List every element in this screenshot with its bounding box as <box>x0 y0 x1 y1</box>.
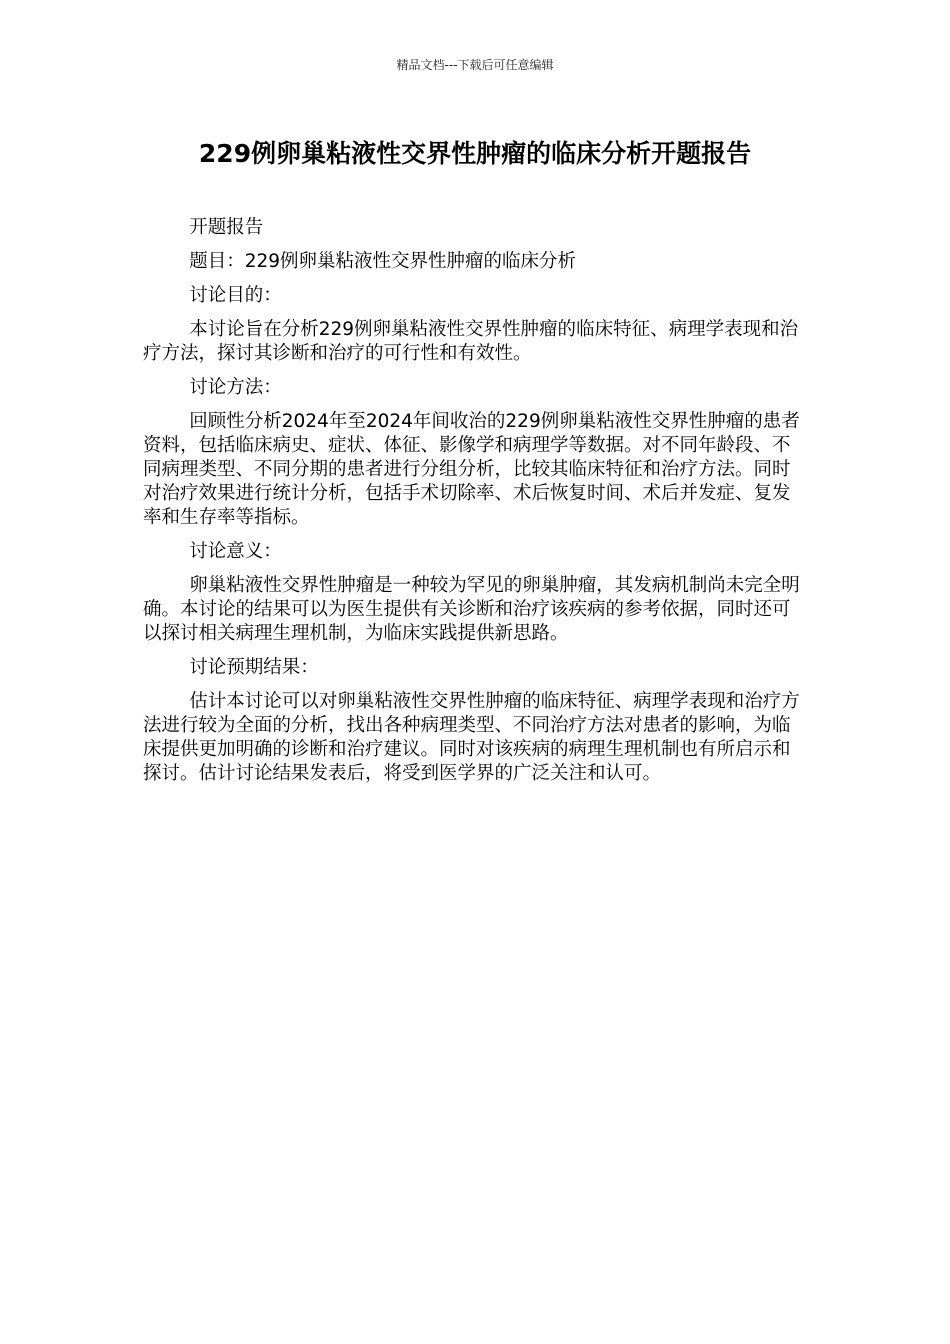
page-header: 精品文档---下载后可任意编辑 <box>396 58 554 72</box>
heading-methods: 讨论方法： <box>189 377 282 398</box>
paragraph-topic: 题目：229例卵巢粘液性交界性肿瘤的临床分析 <box>189 251 577 272</box>
paragraph-purpose: 本讨论旨在分析229例卵巢粘液性交界性肿瘤的临床特征、病理学表现和治疗方法，探讨其诊断和治疗的可行性和有效性。 <box>143 319 799 364</box>
paragraph-significance: 卵巢粘液性交界性肿瘤是一种较为罕见的卵巢肿瘤，其发病机制尚未完全明确。本讨论的结果可以为医生提供有关诊断和治疗该疾病的参考依据，同时还可以探讨相关病理生理机制，为临床实践提供新思路。 <box>143 575 800 644</box>
heading-significance: 讨论意义： <box>189 541 282 562</box>
paragraph-expected-results: 估计本讨论可以对卵巢粘液性交界性肿瘤的临床特征、病理学表现和治疗方法进行较为全面的分析，找出各种病理类型、不同治疗方法对患者的影响，为临床提供更加明确的诊断和治疗建议。同时对该疾病的病理生理机制也有所启示和探讨。估计讨论结果发表后，将受到医学界的广泛关注和认可。 <box>143 691 800 784</box>
heading-expected-results: 讨论预期结果： <box>189 657 319 678</box>
heading-purpose: 讨论目的： <box>189 285 282 306</box>
paragraph-methods: 回顾性分析2024年至2024年间收治的229例卵巢粘液性交界性肿瘤的患者资料，包括临床病史、症状、体征、影像学和病理学等数据。对不同年龄段、不同病理类型、不同分期的患者进行分组分析，比较其临床特征和治疗方法。同时对治疗效果进行统计分析，包括手术切除率、术后恢复时间、术后并发症、复发率和生存率等指标。 <box>143 411 800 528</box>
paragraph-report-label: 开题报告 <box>189 217 264 238</box>
document-body <box>143 216 803 796</box>
document-title: 229例卵巢粘液性交界性肿瘤的临床分析开题报告 <box>198 139 752 168</box>
